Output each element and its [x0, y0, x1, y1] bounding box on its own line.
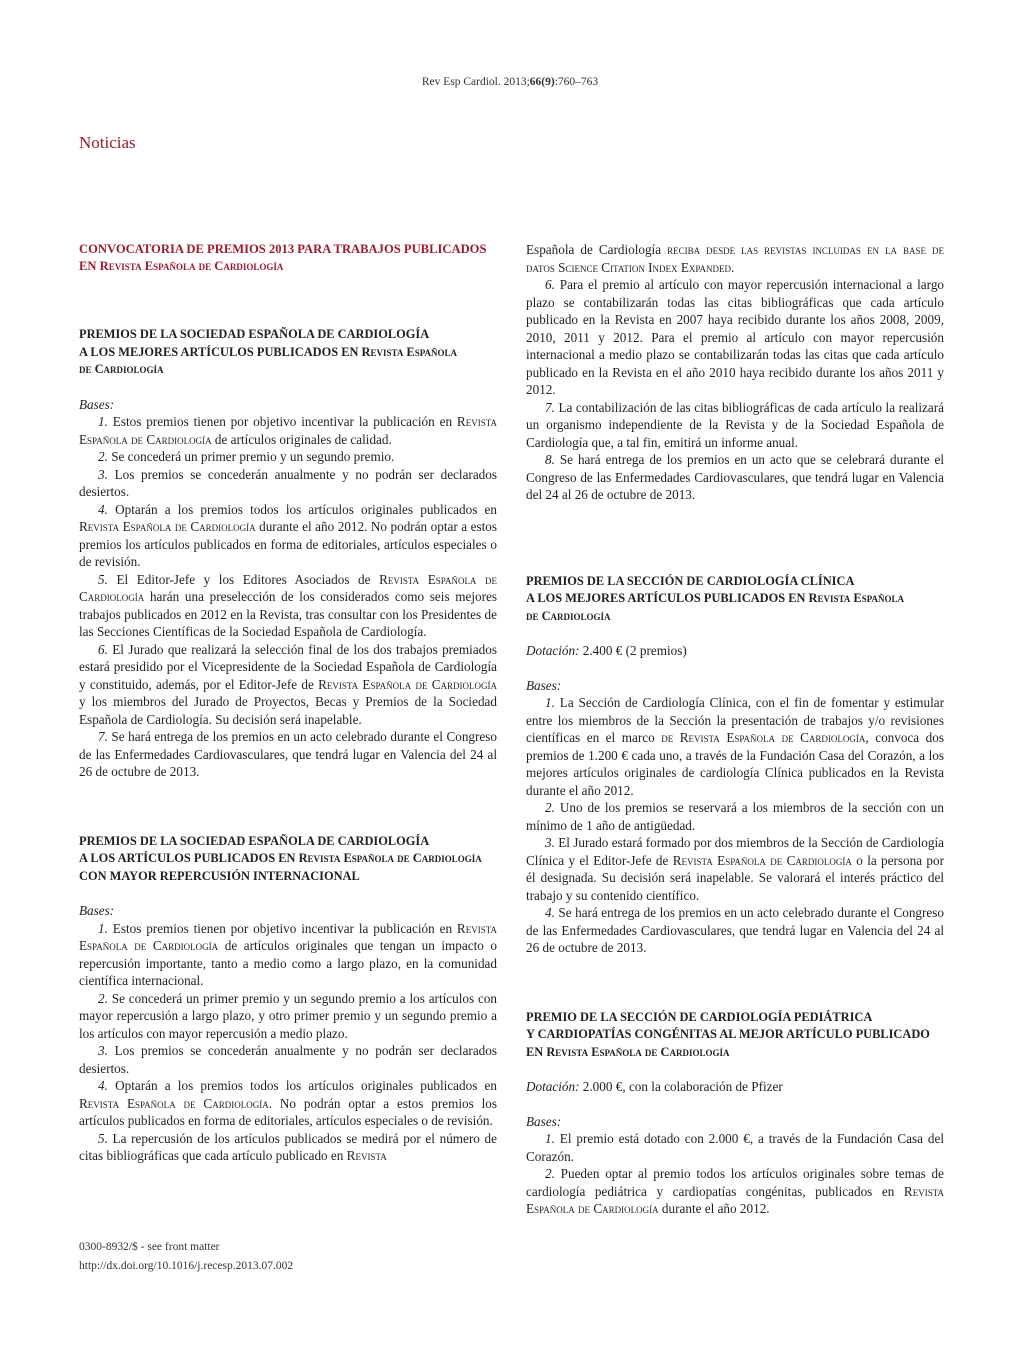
right-column	[526, 241, 944, 1218]
paragraph-text: La repercusión de los artículos publicados se medirá por el número de citas bibliográficas que cada artículo publicado en	[79, 1130, 497, 1163]
paragraph-text: El Jurado que realizará la selección final de los dos trabajos premiados estará presidido por el Vicepresidente de la Sociedad Española de Cardiología y constituido, además, por el Editor-Jefe de	[79, 641, 498, 692]
paragraph-text: El Editor-Jefe y los Editores Asociados de	[116, 571, 380, 587]
paragraph-text: Se concederá un primer premio y un segundo premio a los artículos con mayor repercusión a largo plazo, y otro primer premio y un segundo premio a los artículos con mayor repercusión a medio plazo.	[79, 990, 498, 1041]
paragraph-text: Española de Cardiología	[526, 242, 662, 257]
s3-dotacion	[526, 642, 944, 660]
list-item	[526, 276, 944, 399]
item-number: 1.	[545, 695, 560, 710]
item-number: 2.	[98, 990, 112, 1006]
list-item	[79, 448, 497, 466]
s1-title-journal: Revista Española	[361, 344, 458, 359]
s4-title-line2: Y CARDIOPATÍAS CONGÉNITAS AL MEJOR ARTÍCULO PUBLICADO	[526, 1027, 930, 1041]
paragraph-text: Los premios se concederán anualmente y no podrán ser declarados desiertos.	[79, 1043, 497, 1076]
item-number: 4.	[98, 501, 116, 517]
journal-ref-volume: 66(9)	[529, 76, 555, 88]
paragraph-text: Estos premios tienen por objetivo incentivar la publicación en	[112, 920, 457, 936]
paragraph-text: La Sección de Cardiología Clínica, con el fin de fomentar y estimular entre los miembros de la Sección la presentación de trabajos y/o revisiones científicas en el marco	[526, 695, 944, 745]
s4-bases-label: Bases:	[526, 1113, 562, 1129]
list-item	[79, 641, 497, 729]
item-number: 1.	[545, 1131, 560, 1146]
s2-items-cont	[526, 276, 944, 504]
journal-name: Revista Española de Cardiología	[79, 414, 497, 447]
s2-continued	[526, 241, 944, 276]
item-number: 1.	[98, 414, 113, 429]
s4-title-journal: Revista Española de Cardiología	[546, 1044, 730, 1059]
item-number: 3.	[98, 466, 115, 482]
list-item	[79, 413, 497, 448]
journal-name: de Revista Española de Cardiología	[661, 730, 866, 745]
paragraph-text: Optarán a los premios todos los artículos originales publicados en	[115, 501, 498, 517]
list-item	[526, 904, 944, 957]
s2-title-journal: Revista Española de Cardiología	[298, 851, 482, 865]
item-number: 3.	[98, 1043, 115, 1058]
paragraph-text: durante el año 2012. No podrán optar a estos premios los artículos publicados en forma de editoriales, artículos especiales o de revisión.	[79, 519, 497, 569]
list-item	[79, 990, 497, 1043]
paragraph-text: durante el año 2012.	[658, 1201, 770, 1216]
s3-dotacion-value: 2.400 € (2 premios)	[579, 643, 687, 658]
paragraph-text: Se hará entrega de los premios en un acto celebrado durante el Congreso de las Enfermedades Cardiovasculares, que tendrá lugar en Valencia del 24 al 26 de octubre de 2013.	[526, 905, 944, 955]
paragraph-text: Se concederá un primer premio y un segundo premio.	[111, 449, 395, 464]
s3-title-journal: Revista Española	[808, 591, 905, 605]
item-number: 6.	[98, 641, 113, 657]
paragraph-text: Estos premios tienen por objetivo incentivar la publicación en	[112, 414, 457, 429]
paragraph-text: Uno de los premios se reservará a los miembros de la sección con un mínimo de 1 año de antigüedad.	[526, 800, 944, 833]
s1-title-line2: A LOS MEJORES ARTÍCULOS PUBLICADOS EN	[79, 344, 362, 359]
journal-reference	[0, 76, 1020, 88]
s3-items	[526, 694, 944, 957]
paragraph-text: El Jurado estará formado por dos miembros de la Sección de Cardiología Clínica y el Editor-Jefe de	[526, 835, 944, 868]
s2-title	[79, 833, 497, 886]
item-number: 7.	[545, 399, 559, 415]
s4-title-line3-prefix: EN	[526, 1044, 547, 1059]
item-number: 2.	[545, 1166, 561, 1181]
s2-title-line2: A LOS ARTÍCULOS PUBLICADOS EN	[79, 851, 299, 865]
journal-name: Revista Española de Cardiología	[79, 1095, 269, 1111]
list-item	[526, 399, 944, 452]
s3-title	[526, 573, 944, 626]
issn-line: 0300-8932/$ - see front matter	[79, 1241, 220, 1253]
s4-items	[526, 1130, 944, 1218]
journal-name: Revista Española de Cardiología	[318, 676, 497, 692]
s1-title-line1: PREMIOS DE LA SOCIEDAD ESPAÑOLA DE CARDIOLOGÍA	[79, 327, 430, 341]
list-item	[79, 466, 497, 501]
s4-dotacion-label: Dotación:	[526, 1079, 580, 1094]
list-item	[79, 1130, 497, 1165]
journal-name: Revista	[346, 1148, 387, 1163]
s4-dotacion-value: 2.000 €, con la colaboración de Pfizer	[579, 1079, 783, 1094]
paragraph-text: Se hará entrega de los premios en un acto que se celebrará durante el Congreso de las Enfermedades Cardiovasculares, que tendrá lugar en Valencia del 24 al 26 de octubre de 2013.	[526, 452, 944, 502]
main-title	[79, 241, 497, 274]
s1-bases-label: Bases:	[79, 396, 115, 412]
paragraph-text: Pueden optar al premio todos los artículos originales sobre temas de cardiología pediátrica y cardiopatías congénitas, publicados en	[526, 1166, 944, 1199]
s2-title-line3: CON MAYOR REPERCUSIÓN INTERNACIONAL	[79, 868, 360, 883]
list-item	[79, 501, 497, 571]
list-item	[526, 834, 944, 904]
s3-bases-label: Bases:	[526, 677, 562, 693]
item-number: 6.	[545, 277, 560, 292]
s1-title	[79, 326, 497, 379]
paragraph-text: Los premios se concederán anualmente y no podrán ser declarados desiertos.	[79, 466, 497, 499]
s4-dotacion	[526, 1078, 944, 1096]
list-item	[79, 1077, 497, 1130]
paragraph-text: Para el premio al artículo con mayor repercusión internacional a largo plazo se contabilizarán todas las citas bibliográficas que cada artículo publicado en la Revista en 2007 haya recibido durante los años 2008, 2009, 2010, 2011 y 2012. Para el premio al artículo con mayor repercusión internacional a medio plazo se contabilizarán todas las citas que cada artículo publicado en la Revista en el año 2010 haya recibido durante los años 2011 y 2012.	[526, 277, 945, 397]
s3-dotacion-label: Dotación:	[526, 643, 580, 658]
paragraph-text: de artículos originales que tengan un impacto o repercusión importante, tanto a medio como a largo plazo, en la comunidad científica internacional.	[79, 938, 497, 988]
paragraph-text: . No podrán optar a estos premios los artículos publicados en forma de editoriales, artículos especiales o de revisión.	[79, 1095, 498, 1128]
paragraph-text: Optarán a los premios todos los artículos originales publicados en	[115, 1078, 498, 1093]
left-column	[79, 241, 497, 1165]
list-item	[526, 694, 944, 799]
list-item	[526, 451, 944, 504]
paragraph-text: de artículos originales de calidad.	[211, 431, 392, 447]
list-item	[79, 728, 497, 781]
s1-title-line3: de Cardiología	[79, 362, 164, 376]
list-item	[79, 1042, 497, 1077]
item-number: 2.	[98, 449, 112, 464]
item-number: 8.	[545, 452, 560, 467]
paragraph-text: y los miembros del Jurado de Proyectos, Becas y Premios de la Sociedad Española de Cardiología. Su decisión será inapelable.	[79, 694, 497, 727]
journal-ref-pages: :760–763	[554, 76, 599, 88]
item-number: 2.	[545, 800, 560, 815]
main-title-line1: CONVOCATORIA DE PREMIOS 2013 PARA TRABAJOS PUBLICADOS	[79, 242, 487, 256]
journal-name: Revista Española de Cardiología	[79, 571, 497, 604]
s2-title-line1: PREMIOS DE LA SOCIEDAD ESPAÑOLA DE CARDIOLOGÍA	[79, 833, 430, 848]
s3-title-line2: A LOS MEJORES ARTÍCULOS PUBLICADOS EN	[526, 591, 809, 605]
journal-ref-prefix: Rev Esp Cardiol. 2013;	[421, 76, 530, 88]
paragraph-text: o la persona por él designada. Su decisión será inapelable. Se valorará el interés práctico del trabajo y su contenido científico.	[526, 852, 945, 903]
item-number: 5.	[98, 1130, 113, 1146]
list-item	[79, 920, 497, 990]
main-title-line2-prefix: EN	[79, 258, 100, 273]
paragraph-text: Se hará entrega de los premios en un acto celebrado durante el Congreso de las Enfermedades Cardiovasculares, que tendrá lugar en Valencia del 24 al 26 de octubre de 2013.	[79, 729, 497, 779]
journal-name: Revista Española de Cardiología	[79, 519, 256, 534]
list-item	[526, 1165, 944, 1218]
section-name: Noticias	[79, 133, 136, 152]
item-number: 5.	[98, 571, 117, 587]
list-item	[526, 1130, 944, 1165]
s2-bases-label: Bases:	[79, 903, 115, 918]
main-title-journal: Revista Española de Cardiología	[99, 258, 284, 273]
item-number: 1.	[98, 920, 113, 936]
item-number: 4.	[545, 905, 559, 920]
s4-title-line1: PREMIO DE LA SECCIÓN DE CARDIOLOGÍA PEDIÁTRICA	[526, 1009, 873, 1024]
item-number: 4.	[98, 1078, 116, 1093]
s1-items	[79, 413, 497, 781]
item-number: 3.	[545, 835, 559, 850]
doi-link[interactable]: http://dx.doi.org/10.1016/j.recesp.2013.07.002	[79, 1260, 294, 1272]
list-item	[79, 571, 497, 641]
journal-name: Revista Española de Cardiología	[672, 852, 852, 868]
paragraph-text: El premio está dotado con 2.000 €, a través de la Fundación Casa del Corazón.	[526, 1131, 945, 1164]
s3-title-line3: de Cardiología	[526, 608, 611, 623]
paragraph-text: , convoca dos premios de 1.200 € cada uno, a través de la Fundación Casa del Corazón, a los mejores artículos originales de cardiología Clínica publicados en la Revista durante el año 2012.	[526, 730, 944, 798]
journal-name: reciba desde las revistas incluidas en la base de datos Science Citation Index Expanded.	[526, 242, 944, 275]
journal-name: Revista Española de Cardiología	[526, 1183, 944, 1216]
item-number: 7.	[98, 729, 112, 744]
list-item	[526, 799, 944, 834]
s4-title	[526, 1009, 944, 1062]
paragraph-text: harán una preselección de los considerados como seis mejores trabajos publicados en 2012 en la Revista, tras consultar con los Presidentes de las Secciones Científicas de la Sociedad Española de Cardiología.	[79, 589, 497, 639]
journal-name: Revista Española de Cardiología	[79, 920, 497, 953]
s2-items	[79, 920, 497, 1165]
s3-title-line1: PREMIOS DE LA SECCIÓN DE CARDIOLOGÍA CLÍNICA	[526, 573, 855, 588]
paragraph-text: La contabilización de las citas bibliográficas de cada artículo la realizará un organismo independiente de la Revista y de la Sociedad Española de Cardiología que, a tal fin, emitirá un informe anual.	[526, 399, 944, 450]
